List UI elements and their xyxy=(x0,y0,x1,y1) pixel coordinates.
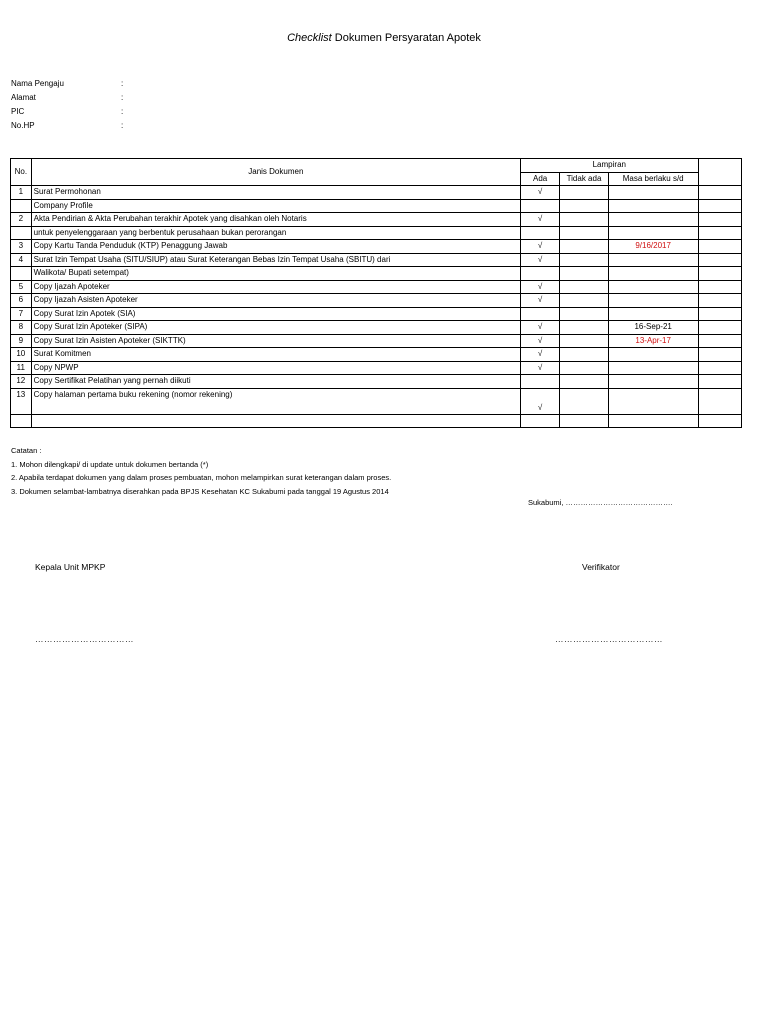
table-row xyxy=(11,294,742,308)
meta-colon: : xyxy=(121,121,124,130)
table-row xyxy=(11,226,742,240)
row-ada-check xyxy=(521,414,560,428)
row-tidak-ada xyxy=(560,280,609,294)
table-row xyxy=(11,186,742,200)
row-number xyxy=(11,199,32,213)
row-masa-berlaku xyxy=(608,361,698,375)
row-extra xyxy=(698,199,741,213)
row-document-name: Copy Surat Izin Apotek (SIA) xyxy=(31,307,520,321)
row-extra xyxy=(698,348,741,362)
row-masa-berlaku xyxy=(608,348,698,362)
table-row xyxy=(11,348,742,362)
row-number: 6 xyxy=(11,294,32,308)
row-document-name: Copy Surat Izin Asisten Apoteker (SIKTTK) xyxy=(31,334,520,348)
row-document-name: Surat Komitmen xyxy=(31,348,520,362)
row-masa-berlaku: 9/16/2017 xyxy=(608,240,698,254)
table-row xyxy=(11,334,742,348)
row-document-name: Copy Ijazah Apoteker xyxy=(31,280,520,294)
row-tidak-ada xyxy=(560,294,609,308)
row-number: 3 xyxy=(11,240,32,254)
row-ada-check: √ xyxy=(521,294,560,308)
notes-heading: Catatan : xyxy=(11,446,42,455)
meta-colon: : xyxy=(121,79,124,88)
row-tidak-ada xyxy=(560,321,609,335)
row-extra xyxy=(698,414,741,428)
row-masa-berlaku xyxy=(608,294,698,308)
row-document-name: Akta Pendirian & Akta Perubahan terakhir Apotek yang disahkan oleh Notaris xyxy=(31,213,520,227)
row-ada-check: √ xyxy=(521,388,560,414)
row-tidak-ada xyxy=(560,361,609,375)
meta-label: Alamat xyxy=(11,93,36,102)
row-tidak-ada xyxy=(560,253,609,267)
row-number: 1 xyxy=(11,186,32,200)
title-rest: Dokumen Persyaratan Apotek xyxy=(331,32,481,44)
table-row xyxy=(11,361,742,375)
meta-label: PIC xyxy=(11,107,25,116)
row-extra xyxy=(698,226,741,240)
header-no: No. xyxy=(11,159,32,186)
row-tidak-ada xyxy=(560,348,609,362)
row-number: 10 xyxy=(11,348,32,362)
row-tidak-ada xyxy=(560,334,609,348)
meta-colon: : xyxy=(121,107,124,116)
header-lampiran: Lampiran xyxy=(521,159,699,173)
meta-row xyxy=(11,105,123,119)
row-document-name: Copy Ijazah Asisten Apoteker xyxy=(31,294,520,308)
applicant-info xyxy=(11,77,123,133)
row-extra xyxy=(698,307,741,321)
row-tidak-ada xyxy=(560,199,609,213)
checklist-table xyxy=(10,158,742,428)
checklist-rows xyxy=(11,186,742,428)
row-document-name: Walikota/ Bupati setempat) xyxy=(31,267,520,281)
row-tidak-ada xyxy=(560,186,609,200)
row-number: 2 xyxy=(11,213,32,227)
table-row xyxy=(11,321,742,335)
row-ada-check xyxy=(521,199,560,213)
row-tidak-ada xyxy=(560,213,609,227)
signature-title-right: Verifikator xyxy=(582,562,620,572)
row-number: 7 xyxy=(11,307,32,321)
row-extra xyxy=(698,321,741,335)
row-ada-check: √ xyxy=(521,334,560,348)
row-masa-berlaku xyxy=(608,388,698,414)
row-masa-berlaku xyxy=(608,280,698,294)
note-item: 3. Dokumen selambat-lambatnya diserahkan pada BPJS Kesehatan KC Sukabumi pada tanggal 19 Agustus 2014 xyxy=(11,486,389,496)
note-item: 1. Mohon dilengkapi/ di update untuk dokumen bertanda (*) xyxy=(11,459,209,469)
row-masa-berlaku xyxy=(608,213,698,227)
row-ada-check: √ xyxy=(521,253,560,267)
row-number: 4 xyxy=(11,253,32,267)
row-document-name: Copy NPWP xyxy=(31,361,520,375)
note-item: 2. Apabila terdapat dokumen yang dalam proses pembuatan, mohon melampirkan surat keterangan dalam proses. xyxy=(11,473,392,482)
row-document-name: Surat Permohonan xyxy=(31,186,520,200)
row-document-name: Copy halaman pertama buku rekening (nomor rekening) xyxy=(31,388,520,414)
table-row xyxy=(11,253,742,267)
row-tidak-ada xyxy=(560,267,609,281)
meta-row xyxy=(11,77,123,91)
table-row xyxy=(11,375,742,389)
row-ada-check: √ xyxy=(521,280,560,294)
row-masa-berlaku xyxy=(608,253,698,267)
header-masa-berlaku: Masa berlaku s/d xyxy=(608,172,698,186)
table-row xyxy=(11,280,742,294)
table-row xyxy=(11,240,742,254)
row-ada-check xyxy=(521,267,560,281)
row-number: 8 xyxy=(11,321,32,335)
row-extra xyxy=(698,388,741,414)
row-tidak-ada xyxy=(560,240,609,254)
row-ada-check: √ xyxy=(521,240,560,254)
row-tidak-ada xyxy=(560,226,609,240)
row-masa-berlaku xyxy=(608,186,698,200)
row-ada-check xyxy=(521,307,560,321)
row-document-name xyxy=(31,414,520,428)
row-document-name: Company Profile xyxy=(31,199,520,213)
meta-row xyxy=(11,91,123,105)
signature-line-left: …………………………… xyxy=(35,634,134,644)
row-ada-check: √ xyxy=(521,348,560,362)
row-document-name: Surat Izin Tempat Usaha (SITU/SIUP) atau Surat Keterangan Bebas Izin Tempat Usaha (SBITU) dari xyxy=(31,253,520,267)
meta-colon: : xyxy=(121,93,124,102)
header-ada: Ada xyxy=(521,172,560,186)
row-masa-berlaku: 16-Sep-21 xyxy=(608,321,698,335)
row-number xyxy=(11,226,32,240)
meta-row xyxy=(11,119,123,133)
meta-label: No.HP xyxy=(11,121,35,130)
row-document-name: Copy Kartu Tanda Penduduk (KTP) Penaggung Jawab xyxy=(31,240,520,254)
row-number: 13 xyxy=(11,388,32,414)
table-row xyxy=(11,213,742,227)
table-row xyxy=(11,267,742,281)
row-ada-check: √ xyxy=(521,213,560,227)
row-masa-berlaku xyxy=(608,307,698,321)
row-number: 5 xyxy=(11,280,32,294)
row-tidak-ada xyxy=(560,388,609,414)
row-number xyxy=(11,414,32,428)
page-title xyxy=(0,32,768,44)
row-number: 9 xyxy=(11,334,32,348)
table-row xyxy=(11,199,742,213)
row-masa-berlaku xyxy=(608,226,698,240)
table-row xyxy=(11,307,742,321)
row-tidak-ada xyxy=(560,375,609,389)
row-ada-check: √ xyxy=(521,361,560,375)
row-document-name: Copy Sertifikat Pelatihan yang pernah diikuti xyxy=(31,375,520,389)
row-extra xyxy=(698,240,741,254)
row-ada-check xyxy=(521,226,560,240)
row-extra xyxy=(698,186,741,200)
header-tidak-ada: Tidak ada xyxy=(560,172,609,186)
row-document-name: untuk penyelenggaraan yang berbentuk perusahaan bukan perorangan xyxy=(31,226,520,240)
row-extra xyxy=(698,253,741,267)
table-row xyxy=(11,414,742,428)
row-extra xyxy=(698,213,741,227)
header-extra xyxy=(698,159,741,186)
row-masa-berlaku xyxy=(608,414,698,428)
row-number: 12 xyxy=(11,375,32,389)
row-tidak-ada xyxy=(560,307,609,321)
row-number: 11 xyxy=(11,361,32,375)
row-tidak-ada xyxy=(560,414,609,428)
notes xyxy=(11,444,391,498)
place-date: Sukabumi, ……………………………………. xyxy=(528,498,673,507)
row-document-name: Copy Surat Izin Apoteker (SIPA) xyxy=(31,321,520,335)
row-masa-berlaku xyxy=(608,375,698,389)
meta-label: Nama Pengaju xyxy=(11,79,64,88)
row-extra xyxy=(698,375,741,389)
title-italic: Checklist xyxy=(287,32,332,44)
row-extra xyxy=(698,280,741,294)
row-number xyxy=(11,267,32,281)
row-masa-berlaku xyxy=(608,267,698,281)
row-extra xyxy=(698,334,741,348)
row-masa-berlaku: 13-Apr-17 xyxy=(608,334,698,348)
table-row xyxy=(11,388,742,414)
row-masa-berlaku xyxy=(608,199,698,213)
signature-title-left: Kepala Unit MPKP xyxy=(35,562,106,572)
header-jenis: Janis Dokumen xyxy=(31,159,520,186)
row-ada-check xyxy=(521,375,560,389)
row-ada-check: √ xyxy=(521,186,560,200)
row-extra xyxy=(698,361,741,375)
row-ada-check: √ xyxy=(521,321,560,335)
signature-line-right: ……………………………… xyxy=(555,634,663,644)
row-extra xyxy=(698,267,741,281)
row-extra xyxy=(698,294,741,308)
